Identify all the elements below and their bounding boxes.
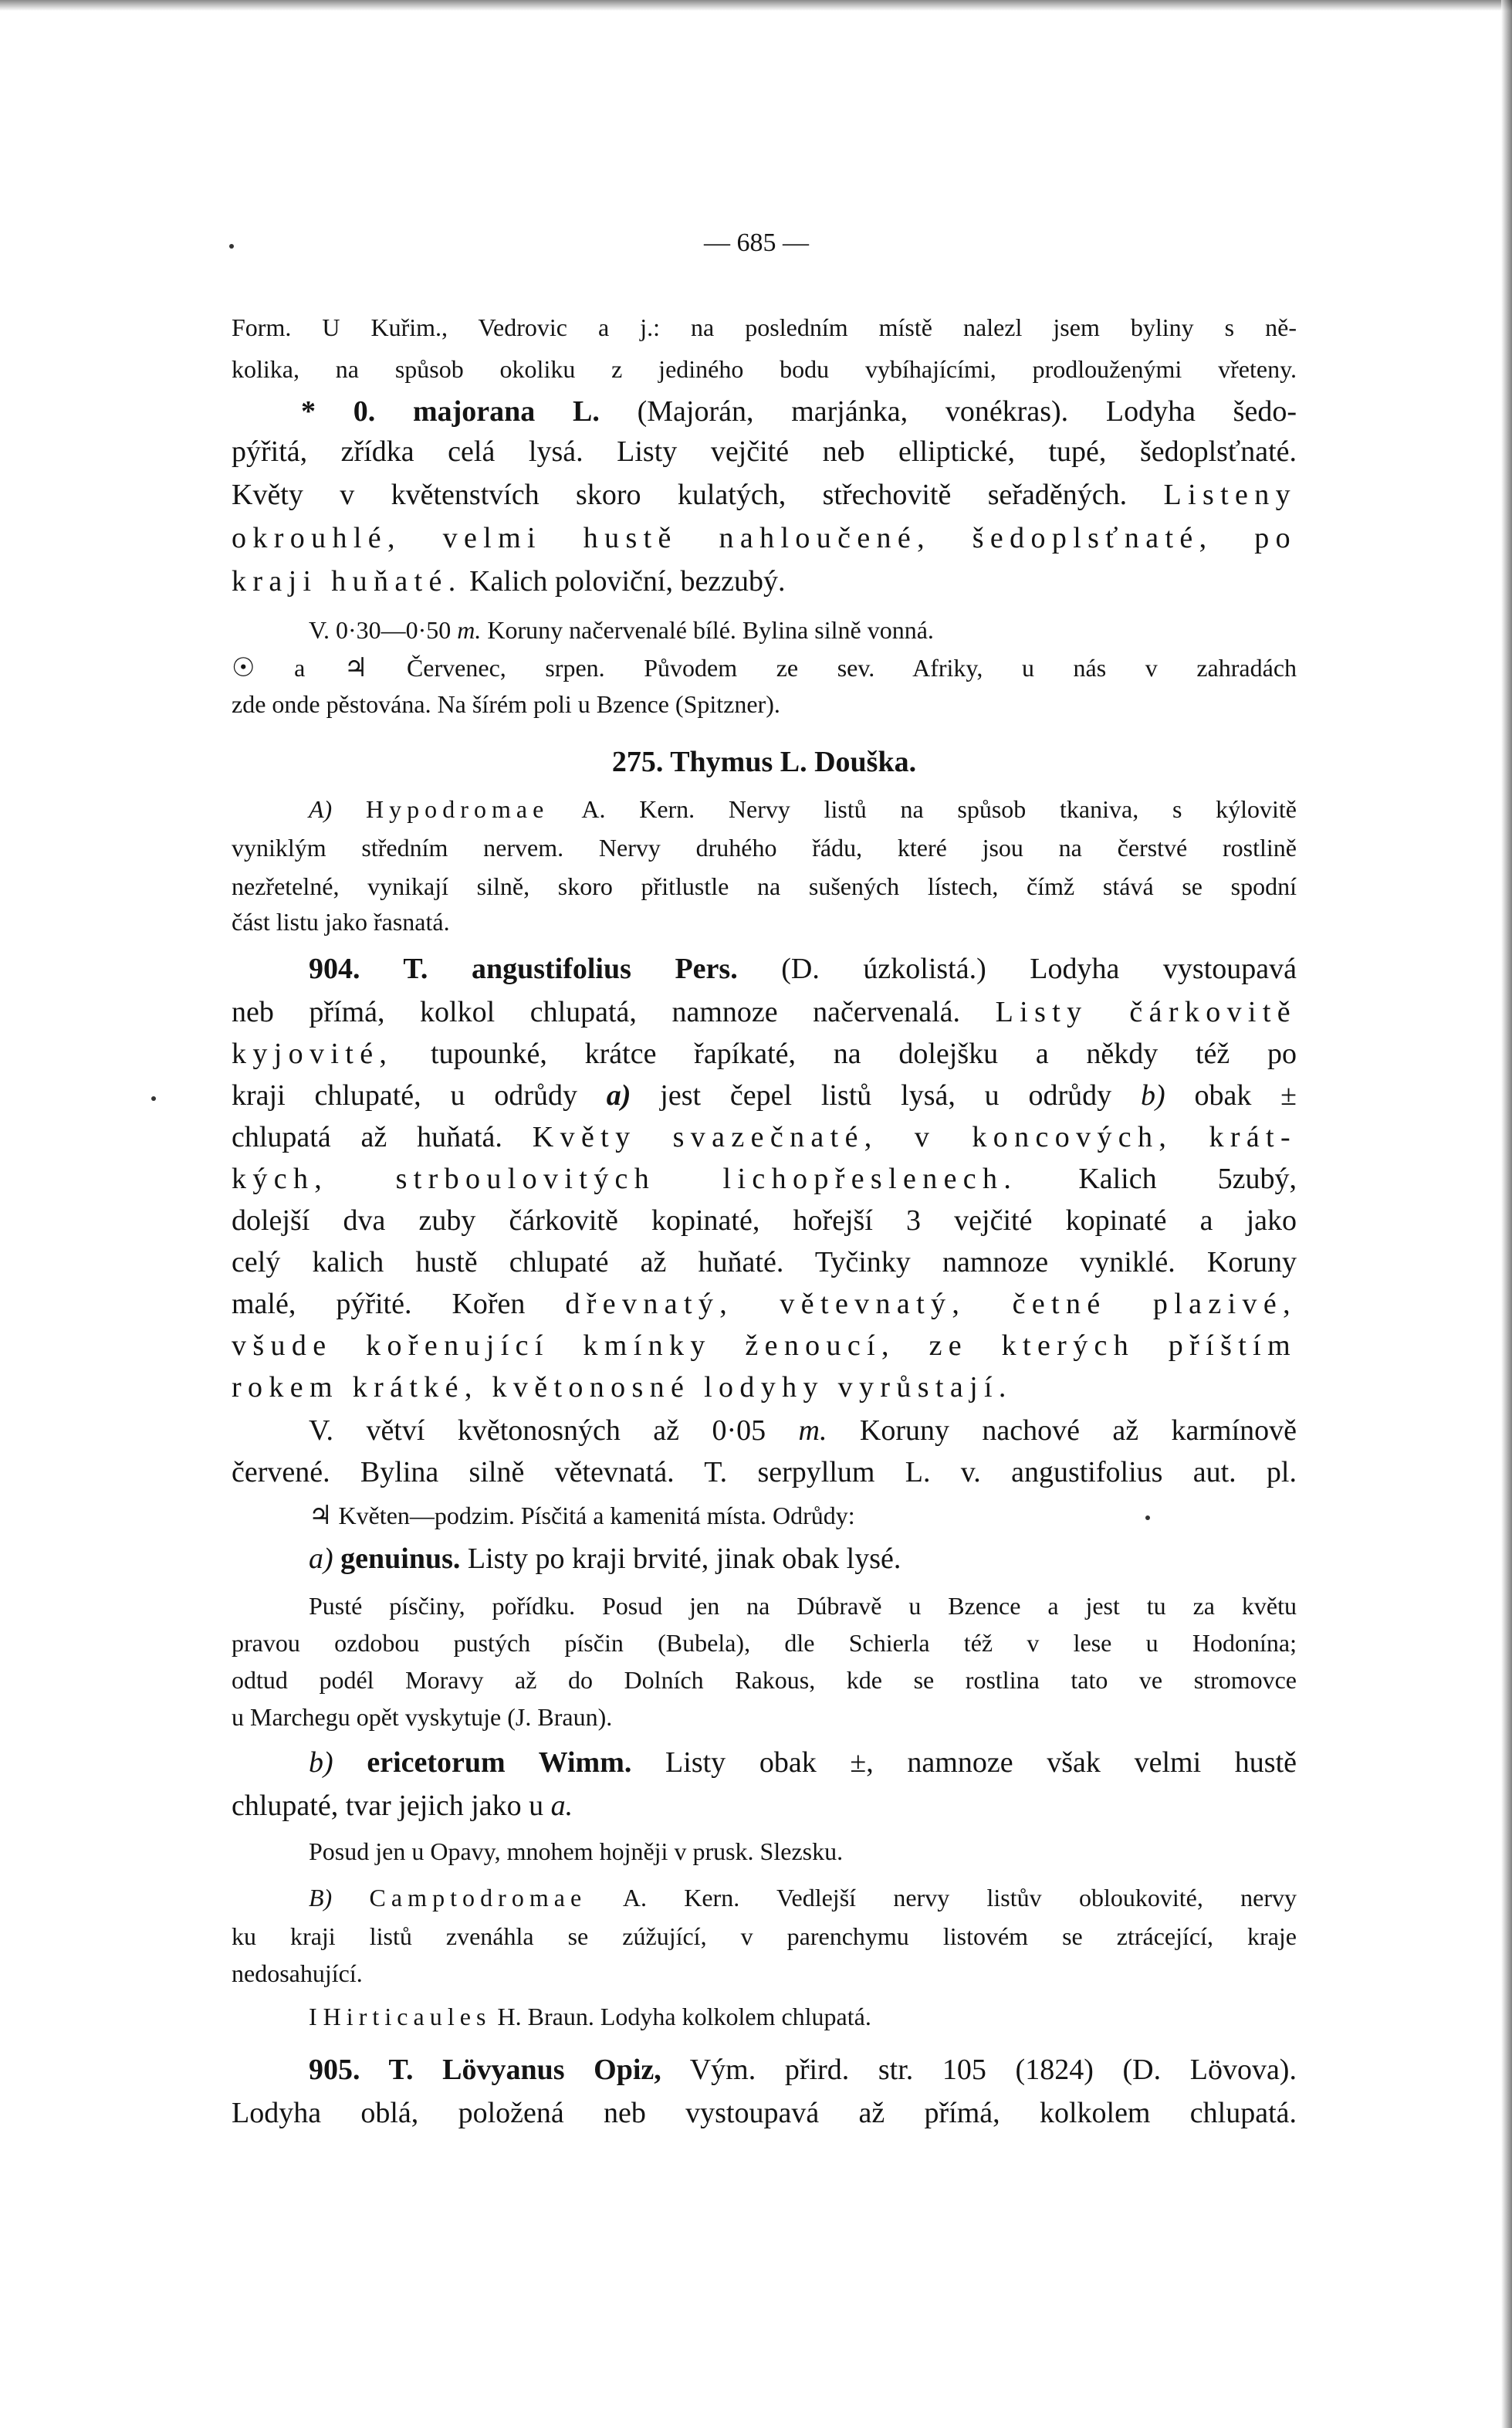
species-number: 905. T. <box>309 2054 414 2086</box>
variety-ref: a. <box>550 1790 573 1822</box>
section-text: H. Braun. Lodyha kolkolem chlupatá. <box>497 2003 871 2030</box>
variety-desc: Listy po kraji brvité, jinak obak lysé. <box>467 1542 901 1575</box>
note-text: Pusté písčiny, pořídku. Posud jen na Dúbravě u Bzence a jest tu za květu <box>309 1592 1297 1620</box>
species-desc: (D. úzkolistá.) Lodyha vystoupavá <box>781 953 1297 985</box>
species-name: majorana L. <box>412 395 600 428</box>
note-line <box>232 1502 1297 1529</box>
desc-text: kraji chlupaté, u odrůdy <box>232 1079 577 1112</box>
spaced-line: rokem krátké, květonosné lodyhy vyrůstají. <box>232 1371 1013 1404</box>
desc-line <box>232 997 1297 1027</box>
section-line <box>232 1885 1297 1910</box>
section-label: A) <box>309 795 333 823</box>
variety-a-line <box>232 1544 1297 1573</box>
desc-line <box>232 1289 1297 1319</box>
note-text: Koruny načervenalé bílé. Bylina silně vonná. <box>487 616 934 644</box>
desc-line: celý kalich hustě chlupaté až huňaté. Tyčinky namnoze vyniklé. Koruny <box>232 1246 1297 1278</box>
variety-desc: Listy obak ±, namnoze však velmi hustě <box>665 1746 1297 1779</box>
variety-label: b) <box>309 1746 333 1779</box>
spaced-line: okrouhlé, velmi hustě nahloučené, šedoplsťnaté, po <box>232 522 1297 554</box>
spaced-text: kých, strboulovitých lichopřeslenech. <box>232 1163 1018 1195</box>
species-angustifolius-line <box>232 954 1297 984</box>
intro-line: Form. U Kuřim., Vedrovic a j.: na posledním místě nalezl jsem byliny s ně- <box>232 313 1297 341</box>
unit: m. <box>457 616 482 644</box>
section-line <box>232 797 1297 821</box>
section-name: Hirticaules <box>323 2003 492 2030</box>
desc-text: neb přímá, kolkol chlupatá, namnoze načervenalá. <box>232 996 961 1028</box>
note-line <box>232 652 1297 683</box>
note-line <box>232 1593 1297 1618</box>
desc-line <box>232 1164 1297 1194</box>
desc-line: dolejší dva zuby čárkovitě kopinaté, hořejší 3 vejčité kopinaté a jako <box>232 1204 1297 1237</box>
note-line: odtud podél Moravy až do Dolních Rakous, kde se rostlina tato ve stromovce <box>232 1666 1297 1694</box>
desc-line <box>232 1791 1297 1820</box>
variety-name: ericetorum Wimm. <box>367 1746 632 1779</box>
species-number: * 0. <box>301 395 376 428</box>
speck <box>229 244 234 249</box>
speck <box>151 1096 156 1101</box>
section-line: nedosahující. <box>232 1959 363 1987</box>
desc-line: pýřitá, zřídka celá lysá. Listy vejčité neb elliptické, tupé, šedoplsťnaté. <box>232 435 1297 468</box>
annual-symbol-icon: ☉ <box>232 652 255 683</box>
perennial-symbol-icon: ♃ <box>343 652 368 683</box>
desc-line <box>232 480 1297 510</box>
section-line <box>232 2004 1297 2029</box>
spaced-text: kyjovité, <box>232 1038 394 1070</box>
section-line: část listu jako řasnatá. <box>232 908 450 936</box>
note-line <box>232 618 1297 642</box>
desc-text: jest čepel listů lysá, u odrůdy <box>660 1079 1112 1112</box>
genus-heading: 275. Thymus L. Douška. <box>611 746 917 778</box>
page-number: — 685 — <box>704 229 809 257</box>
scan-edge-right <box>1501 0 1512 2428</box>
species-name: Lövyanus Opiz, <box>442 2054 661 2086</box>
desc-line <box>232 1081 1297 1110</box>
section-name: Hypodromae <box>365 795 550 823</box>
note-line: u Marchegu opět vyskytuje (J. Braun). <box>232 1703 613 1731</box>
species-majorana-line <box>232 397 1297 426</box>
desc-text: Koruny nachové až karmínově <box>859 1414 1297 1447</box>
note-line: pravou ozdobou pustých písčin (Bubela), dle Schierla též v lese u Hodonína; <box>232 1629 1297 1657</box>
note-line: zde onde pěstována. Na šírém poli u Bzence (Spitzner). <box>232 690 780 718</box>
spaced-text: Listeny <box>1163 479 1297 511</box>
note-text: Červenec, srpen. Původem ze sev. Afriky, u nás v zahradách <box>406 654 1297 682</box>
section-text: A. Kern. Vedlejší nervy listův obloukovité, nervy <box>622 1884 1297 1912</box>
section-line: vyniklým středním nervem. Nervy druhého řádu, které jsou na čerstvé rostlině <box>232 834 1297 862</box>
desc-text: Květy v květenstvích skoro kulatých, střechovitě seřaděných. <box>232 479 1128 511</box>
note-text: V. 0·30—0·50 <box>309 616 452 644</box>
section-line: nezřetelné, vynikají silně, skoro přitlustle na sušených lístech, čímž stává se spodní <box>232 872 1297 900</box>
unit: m. <box>798 1414 827 1447</box>
variety-name: genuinus. <box>340 1542 461 1575</box>
desc-line: Lodyha oblá, položená neb vystoupavá až přímá, kolkolem chlupatá. <box>232 2097 1297 2129</box>
spaced-text: dřevnatý, větevnatý, četné plazivé, <box>565 1288 1297 1320</box>
species-lovyanus-line <box>232 2055 1297 2084</box>
variety-ref: b) <box>1140 1079 1165 1112</box>
desc-text: V. větví květonosných až 0·05 <box>309 1414 766 1447</box>
species-desc: (Majorán, marjánka, vonékras). Lodyha šedo- <box>637 395 1297 428</box>
desc-text: Kalich poloviční, bezzubý. <box>469 565 786 598</box>
variety-ref: a) <box>606 1079 631 1112</box>
scan-edge-top <box>0 0 1512 11</box>
desc-text: chlupatá až huňatá. <box>232 1121 502 1153</box>
spaced-text: kraji huňaté. <box>232 565 462 598</box>
section-text: A. Kern. Nervy listů na spůsob tkaniva, s kýlovitě <box>581 795 1297 823</box>
note-text: Květen—podzim. Písčitá a kamenitá místa. Odrůdy: <box>338 1502 855 1529</box>
variety-label: a) <box>309 1542 333 1575</box>
desc-text: obak ± <box>1194 1079 1297 1112</box>
note-line <box>232 1839 1297 1864</box>
desc-line <box>232 1123 1297 1152</box>
section-label: B) <box>309 1884 333 1912</box>
section-label: I <box>309 2003 317 2030</box>
spaced-line: všude kořenující kmínky ženoucí, ze kterých příštím <box>232 1329 1297 1362</box>
spaced-text: Květy svazečnaté, v koncových, krát- <box>532 1121 1297 1153</box>
species-desc: Vým. přird. str. 105 (1824) (D. Lövova). <box>689 2054 1297 2086</box>
intro-line: kolika, na spůsob okoliku z jediného bodu vybíhajícími, prodlouženými vřeteny. <box>232 355 1297 383</box>
section-line: ku kraji listů zvenáhla se zúžující, v parenchymu listovém se ztrácející, kraje <box>232 1922 1297 1950</box>
desc-line <box>232 1039 1297 1068</box>
desc-line <box>232 567 1297 596</box>
desc-text: Kalich 5zubý, <box>1078 1163 1297 1195</box>
spaced-text: Listy čárkovitě <box>995 996 1297 1028</box>
desc-line: červené. Bylina silně větevnatá. T. serpyllum L. v. angustifolius aut. pl. <box>232 1456 1297 1488</box>
perennial-symbol-icon: ♃ <box>309 1500 333 1531</box>
species-name: angustifolius Pers. <box>471 953 738 985</box>
variety-b-line <box>232 1748 1297 1777</box>
species-number: 904. T. <box>309 953 428 985</box>
desc-text: tupounké, krátce řapíkaté, na dolejšku a někdy též po <box>431 1038 1297 1070</box>
desc-text: malé, pýřité. Kořen <box>232 1288 526 1320</box>
note-text: a <box>294 654 306 682</box>
section-name: Camptodromae <box>369 1884 587 1912</box>
desc-line <box>232 1416 1297 1445</box>
note-text: Posud jen u Opavy, mnohem hojněji v prusk. Slezsku. <box>309 1837 844 1865</box>
desc-text: chlupaté, tvar jejich jako u <box>232 1790 544 1822</box>
